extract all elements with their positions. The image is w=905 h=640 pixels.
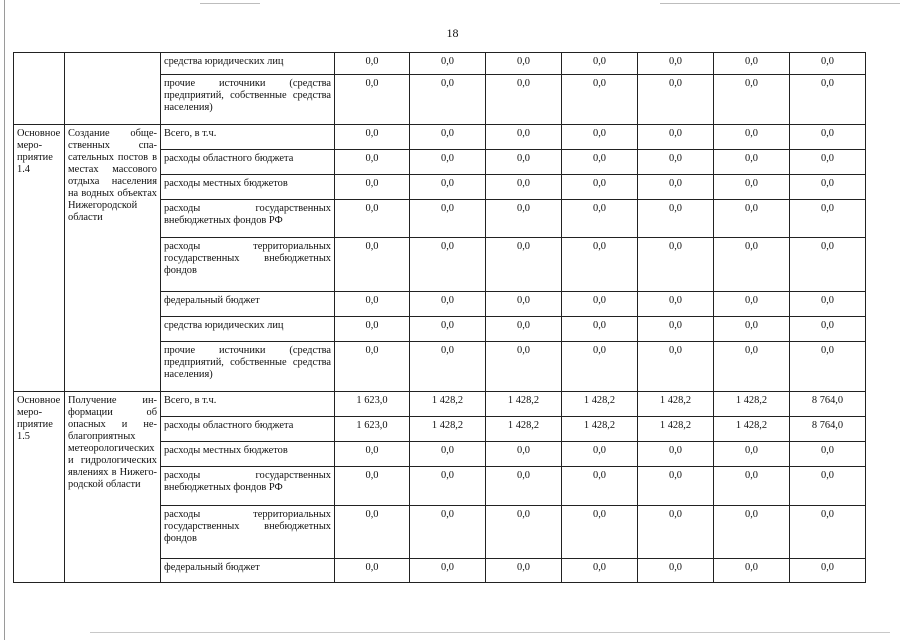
value-cell: 0,0 xyxy=(410,238,486,292)
value-cell: 0,0 xyxy=(486,175,562,200)
funding-source-cell: Всего, в т.ч. xyxy=(161,392,335,417)
value-cell: 0,0 xyxy=(410,75,486,125)
value-cell: 0,0 xyxy=(790,150,866,175)
value-cell: 0,0 xyxy=(410,175,486,200)
funding-source-cell: прочие источники (средства предприятий, собственные средства населения) xyxy=(161,75,335,125)
value-cell: 0,0 xyxy=(410,125,486,150)
value-cell: 8 764,0 xyxy=(790,392,866,417)
activity-title-cell: Создание общественных спасательных постов в местах массового отдыха населения на водных объектах Нижегородской области xyxy=(65,125,161,392)
value-cell: 1 428,2 xyxy=(486,392,562,417)
value-cell: 0,0 xyxy=(790,442,866,467)
value-cell: 0,0 xyxy=(335,559,410,583)
value-cell: 1 428,2 xyxy=(714,417,790,442)
value-cell: 0,0 xyxy=(790,53,866,75)
value-cell: 0,0 xyxy=(714,317,790,342)
value-cell: 0,0 xyxy=(335,53,410,75)
value-cell: 1 428,2 xyxy=(562,392,638,417)
funding-source-cell: расходы областного бюджета xyxy=(161,150,335,175)
value-cell: 0,0 xyxy=(486,342,562,392)
value-cell: 0,0 xyxy=(410,200,486,238)
value-cell: 1 428,2 xyxy=(486,417,562,442)
value-cell: 0,0 xyxy=(638,238,714,292)
activity-cell: Основное мероприятие 1.4 xyxy=(14,125,65,392)
value-cell: 1 428,2 xyxy=(410,417,486,442)
value-cell: 0,0 xyxy=(486,559,562,583)
value-cell: 1 428,2 xyxy=(638,417,714,442)
value-cell: 0,0 xyxy=(410,442,486,467)
funding-source-cell: расходы территориальных государственных внебюджетных фондов xyxy=(161,506,335,559)
value-cell: 0,0 xyxy=(714,150,790,175)
value-cell: 0,0 xyxy=(638,75,714,125)
value-cell: 0,0 xyxy=(790,317,866,342)
value-cell: 0,0 xyxy=(486,506,562,559)
value-cell: 0,0 xyxy=(790,559,866,583)
value-cell: 0,0 xyxy=(638,467,714,506)
value-cell: 0,0 xyxy=(486,442,562,467)
value-cell: 0,0 xyxy=(790,467,866,506)
value-cell: 0,0 xyxy=(562,467,638,506)
value-cell: 0,0 xyxy=(335,200,410,238)
value-cell: 0,0 xyxy=(410,467,486,506)
funding-source-cell: средства юридических лиц xyxy=(161,317,335,342)
funding-source-cell: расходы местных бюджетов xyxy=(161,442,335,467)
value-cell: 0,0 xyxy=(638,150,714,175)
value-cell: 0,0 xyxy=(562,317,638,342)
value-cell: 0,0 xyxy=(638,175,714,200)
value-cell: 0,0 xyxy=(335,125,410,150)
value-cell: 0,0 xyxy=(562,559,638,583)
value-cell: 8 764,0 xyxy=(790,417,866,442)
value-cell: 0,0 xyxy=(335,467,410,506)
value-cell: 0,0 xyxy=(638,506,714,559)
funding-source-cell: средства юридических лиц xyxy=(161,53,335,75)
value-cell: 0,0 xyxy=(562,442,638,467)
activity-title-cell xyxy=(65,53,161,125)
value-cell: 0,0 xyxy=(486,238,562,292)
value-cell: 0,0 xyxy=(562,292,638,317)
value-cell: 0,0 xyxy=(790,292,866,317)
value-cell: 0,0 xyxy=(714,238,790,292)
table-row xyxy=(14,125,866,150)
value-cell: 0,0 xyxy=(562,175,638,200)
activity-cell: Основное мероприятие 1.5 xyxy=(14,392,65,583)
value-cell: 0,0 xyxy=(486,125,562,150)
value-cell: 1 428,2 xyxy=(714,392,790,417)
value-cell: 0,0 xyxy=(562,342,638,392)
value-cell: 0,0 xyxy=(335,292,410,317)
value-cell: 0,0 xyxy=(486,467,562,506)
value-cell: 0,0 xyxy=(410,150,486,175)
scan-mark xyxy=(90,632,890,633)
value-cell: 0,0 xyxy=(486,292,562,317)
value-cell: 1 428,2 xyxy=(638,392,714,417)
value-cell: 0,0 xyxy=(638,292,714,317)
value-cell: 0,0 xyxy=(638,442,714,467)
value-cell: 0,0 xyxy=(335,506,410,559)
value-cell: 0,0 xyxy=(638,559,714,583)
value-cell: 0,0 xyxy=(562,150,638,175)
scan-mark xyxy=(200,3,260,4)
funding-source-cell: расходы местных бюджетов xyxy=(161,175,335,200)
value-cell: 0,0 xyxy=(562,506,638,559)
value-cell: 0,0 xyxy=(410,559,486,583)
value-cell: 0,0 xyxy=(714,125,790,150)
funding-source-cell: расходы областного бюджета xyxy=(161,417,335,442)
value-cell: 0,0 xyxy=(714,292,790,317)
value-cell: 0,0 xyxy=(486,317,562,342)
value-cell: 0,0 xyxy=(714,53,790,75)
scan-mark xyxy=(660,3,900,4)
value-cell: 0,0 xyxy=(714,175,790,200)
page-left-edge xyxy=(4,0,5,640)
value-cell: 0,0 xyxy=(790,342,866,392)
value-cell: 0,0 xyxy=(562,200,638,238)
table-row xyxy=(14,53,866,75)
value-cell: 0,0 xyxy=(714,75,790,125)
value-cell: 0,0 xyxy=(790,75,866,125)
value-cell: 0,0 xyxy=(562,238,638,292)
value-cell: 0,0 xyxy=(638,53,714,75)
value-cell: 0,0 xyxy=(638,200,714,238)
funding-source-cell: расходы государственных внебюджетных фондов РФ xyxy=(161,467,335,506)
value-cell: 0,0 xyxy=(790,200,866,238)
value-cell: 1 623,0 xyxy=(335,392,410,417)
value-cell: 0,0 xyxy=(410,292,486,317)
value-cell: 1 428,2 xyxy=(410,392,486,417)
activity-title-cell: Получение информации об опасных и неблагоприятных метеорологических и гидрологических явлениях в Нижегородской области xyxy=(65,392,161,583)
value-cell: 0,0 xyxy=(410,342,486,392)
value-cell: 1 428,2 xyxy=(562,417,638,442)
value-cell: 1 623,0 xyxy=(335,417,410,442)
value-cell: 0,0 xyxy=(335,175,410,200)
value-cell: 0,0 xyxy=(562,53,638,75)
value-cell: 0,0 xyxy=(486,53,562,75)
value-cell: 0,0 xyxy=(335,317,410,342)
funding-table xyxy=(13,52,866,583)
funding-source-cell: прочие источники (средства предприятий, собственные средства населения) xyxy=(161,342,335,392)
page-number: 18 xyxy=(446,26,459,40)
value-cell: 0,0 xyxy=(790,238,866,292)
value-cell: 0,0 xyxy=(410,317,486,342)
value-cell: 0,0 xyxy=(714,442,790,467)
value-cell: 0,0 xyxy=(335,342,410,392)
value-cell: 0,0 xyxy=(714,506,790,559)
value-cell: 0,0 xyxy=(335,75,410,125)
table-row xyxy=(14,392,866,417)
value-cell: 0,0 xyxy=(335,150,410,175)
value-cell: 0,0 xyxy=(486,200,562,238)
value-cell: 0,0 xyxy=(335,442,410,467)
funding-source-cell: расходы территориальных государственных внебюджетных фондов xyxy=(161,238,335,292)
value-cell: 0,0 xyxy=(638,317,714,342)
funding-source-cell: Всего, в т.ч. xyxy=(161,125,335,150)
value-cell: 0,0 xyxy=(486,150,562,175)
value-cell: 0,0 xyxy=(486,75,562,125)
value-cell: 0,0 xyxy=(714,559,790,583)
funding-source-cell: расходы государственных внебюджетных фондов РФ xyxy=(161,200,335,238)
value-cell: 0,0 xyxy=(410,53,486,75)
value-cell: 0,0 xyxy=(790,125,866,150)
value-cell: 0,0 xyxy=(410,506,486,559)
value-cell: 0,0 xyxy=(714,200,790,238)
value-cell: 0,0 xyxy=(562,125,638,150)
value-cell: 0,0 xyxy=(335,238,410,292)
value-cell: 0,0 xyxy=(714,342,790,392)
funding-source-cell: федеральный бюджет xyxy=(161,559,335,583)
value-cell: 0,0 xyxy=(638,342,714,392)
value-cell: 0,0 xyxy=(638,125,714,150)
value-cell: 0,0 xyxy=(562,75,638,125)
value-cell: 0,0 xyxy=(714,467,790,506)
value-cell: 0,0 xyxy=(790,506,866,559)
activity-cell xyxy=(14,53,65,125)
value-cell: 0,0 xyxy=(790,175,866,200)
funding-source-cell: федеральный бюджет xyxy=(161,292,335,317)
